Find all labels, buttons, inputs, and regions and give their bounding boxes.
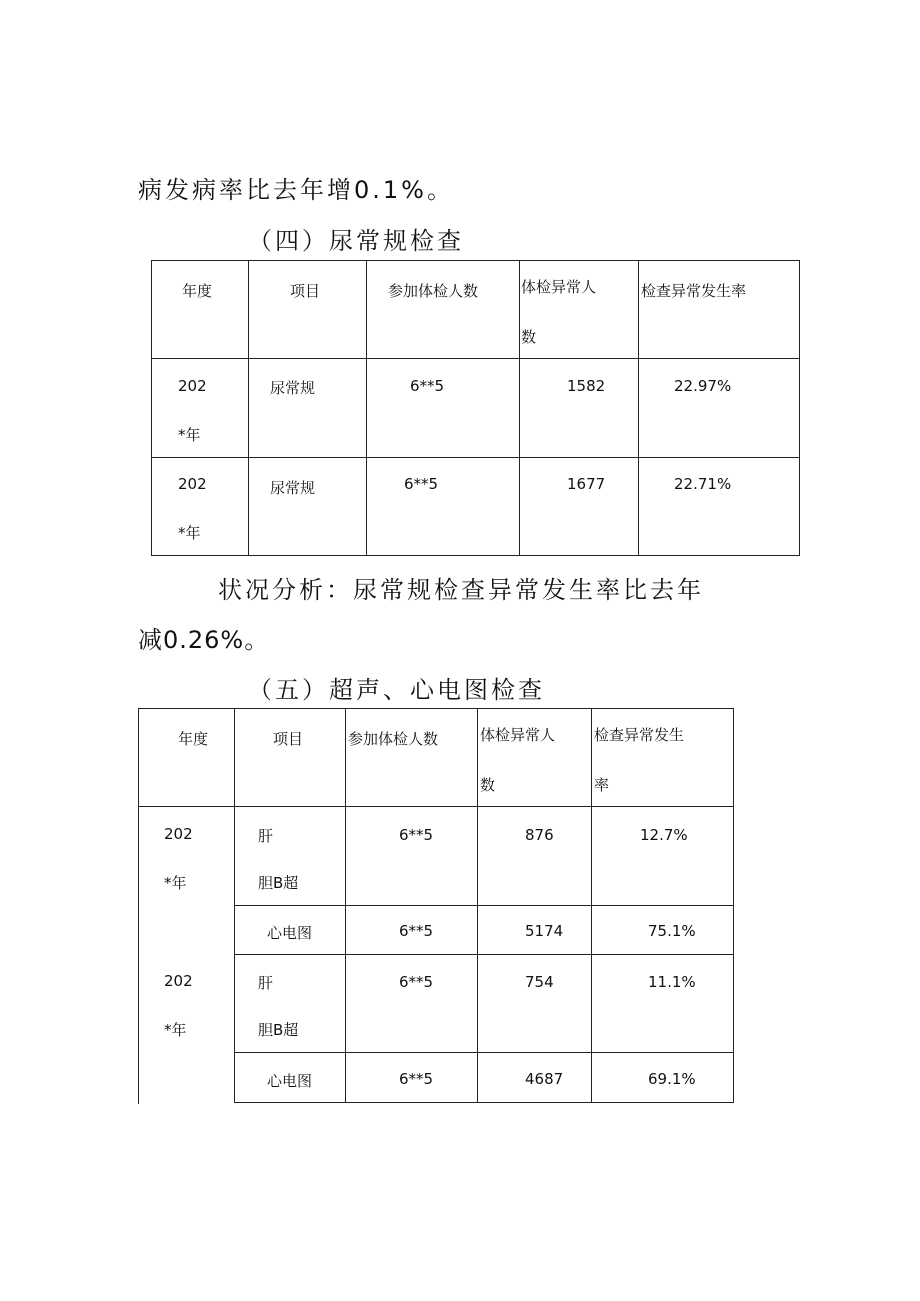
table-row-item: 尿常规 (270, 479, 316, 497)
table-row-participants: 6**5 (404, 475, 439, 493)
header-abnormal: 体检异常人 (480, 726, 556, 744)
table-row-item-cont: 胆B超 (258, 874, 299, 892)
analysis-line-2: 减0.26%。 (138, 626, 270, 654)
header-rate: 检查异常发生 (594, 726, 685, 744)
table-row-year: 202 (164, 972, 193, 990)
table-row-abnormal: 1677 (567, 475, 606, 493)
table-row-item: 肝 (258, 827, 274, 845)
table-row-year: 202 (164, 825, 193, 843)
table-row-item: 尿常规 (270, 379, 316, 397)
header-rate: 检查异常发生率 (641, 282, 747, 300)
table-row-participants: 6**5 (410, 377, 445, 395)
header-rate-cont: 率 (594, 776, 610, 794)
table-row-item: 肝 (258, 974, 274, 992)
header-participants: 参加体检人数 (348, 730, 439, 748)
table-row-abnormal: 754 (525, 973, 554, 991)
table-row-participants: 6**5 (399, 922, 434, 940)
table-row-rate: 22.97% (674, 377, 732, 395)
table-row-year: 202 (178, 475, 207, 493)
table-row-participants: 6**5 (399, 1070, 434, 1088)
table-row-rate: 11.1% (648, 973, 696, 991)
header-item: 项目 (290, 282, 321, 300)
table-row-item: 心电图 (267, 1072, 313, 1090)
table-row-year-suffix: *年 (178, 524, 201, 542)
table-row-rate: 75.1% (648, 922, 696, 940)
table-row-participants: 6**5 (399, 973, 434, 991)
table-row-item-cont: 胆B超 (258, 1021, 299, 1039)
table-row-participants: 6**5 (399, 826, 434, 844)
header-abnormal-cont: 数 (480, 776, 496, 794)
table-row-rate: 22.71% (674, 475, 732, 493)
table-row-rate: 69.1% (648, 1070, 696, 1088)
table-row-item: 心电图 (267, 924, 313, 942)
intro-line: 病发病率比去年增0.1%。 (138, 176, 454, 204)
table-row-rate: 12.7% (640, 826, 688, 844)
header-abnormal-cont: 数 (521, 328, 537, 346)
table-row-year-suffix: *年 (164, 874, 187, 892)
header-abnormal: 体检异常人 (521, 278, 597, 296)
table-row-year-suffix: *年 (164, 1021, 187, 1039)
header-participants: 参加体检人数 (388, 282, 479, 300)
table-row-year-suffix: *年 (178, 426, 201, 444)
section4-heading: （四）尿常规检查 (248, 227, 464, 255)
section5-heading: （五）超声、心电图检查 (248, 676, 545, 704)
table-row-year: 202 (178, 377, 207, 395)
table-row-abnormal: 5174 (525, 922, 564, 940)
header-item: 项目 (273, 730, 304, 748)
table-row-abnormal: 4687 (525, 1070, 564, 1088)
header-year: 年度 (182, 282, 213, 300)
table-row-abnormal: 876 (525, 826, 554, 844)
analysis-line-1: 状况分析：尿常规检查异常发生率比去年 (218, 576, 704, 604)
table-row-abnormal: 1582 (567, 377, 606, 395)
header-year: 年度 (178, 730, 209, 748)
